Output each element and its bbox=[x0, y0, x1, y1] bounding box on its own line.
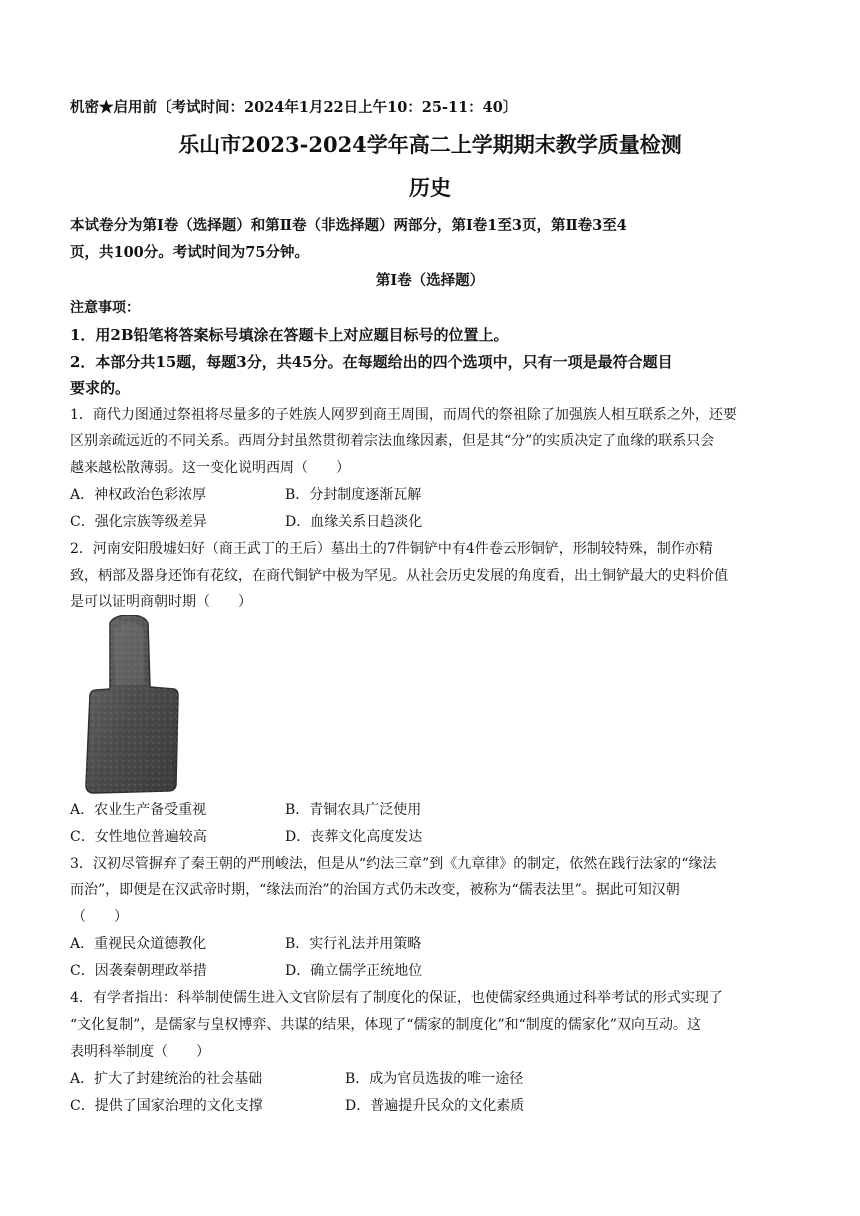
notice-item-1: 1．用2B铅笔将答案标号填涂在答题卡上对应题目标号的位置上。 bbox=[70, 326, 509, 344]
q1-line-1: 1．商代力图通过祭祖将尽量多的子姓族人网罗到商王周围，而周代的祭祖除了加强族人相互联系之外，还要 bbox=[70, 407, 737, 423]
q1-option-a: A．神权政治色彩浓厚 bbox=[70, 487, 207, 503]
notice-heading: 注意事项： bbox=[70, 300, 140, 316]
q2-line-3: 是可以证明商朝时期（ ） bbox=[70, 594, 252, 610]
q4-line-3: 表明科举制度（ ） bbox=[70, 1044, 210, 1060]
exam-header: 机密★启用前〔考试时间：2024年1月22日上午10：25-11：40〕 bbox=[70, 99, 518, 116]
q4-option-b: B．成为官员选拔的唯一途径 bbox=[345, 1071, 524, 1087]
q3-option-a: A．重视民众道德教化 bbox=[70, 936, 207, 952]
q3-line-1: 3．汉初尽管摒弃了秦王朝的严刑峻法，但是从“约法三章”到《九章律》的制定，依然在践行法家的“缘法 bbox=[70, 856, 717, 872]
q4-line-2: “文化复制”，是儒家与皇权博弈、共谋的结果，体现了“儒家的制度化”和“制度的儒家化”双向互动。这 bbox=[70, 1017, 701, 1033]
q3-line-2: 而治”，即便是在汉武帝时期，“缘法而治”的治国方式仍未改变，被称为“儒表法里”。据此可知汉朝 bbox=[70, 882, 680, 898]
q3-option-b: B．实行礼法并用策略 bbox=[285, 936, 422, 952]
q3-option-d: D．确立儒学正统地位 bbox=[285, 963, 423, 979]
q4-option-d: D．普遍提升民众的文化素质 bbox=[345, 1098, 525, 1114]
q1-line-3: 越来越松散薄弱。这一变化说明西周（ ） bbox=[70, 460, 350, 476]
q2-line-2: 致，柄部及器身还饰有花纹，在商代铜铲中极为罕见。从社会历史发展的角度看，出土铜铲最大的史料价值 bbox=[70, 568, 728, 584]
exam-title: 乐山市2023-2024学年高二上学期期末教学质量检测 bbox=[178, 132, 682, 157]
q2-line-1: 2．河南安阳殷墟妇好（商王武丁的王后）墓出土的7件铜铲中有4件卷云形铜铲，形制较特殊，制作亦精 bbox=[70, 541, 713, 557]
q2-option-c: C．女性地位普遍较高 bbox=[70, 829, 207, 845]
bronze-shovel-image bbox=[80, 615, 180, 795]
q2-option-a: A．农业生产备受重视 bbox=[70, 802, 207, 818]
notice-item-3: 要求的。 bbox=[70, 379, 131, 397]
q1-option-b: B．分封制度逐渐瓦解 bbox=[285, 487, 422, 503]
q3-line-3: （ ） bbox=[72, 909, 128, 925]
q2-option-d: D．丧葬文化高度发达 bbox=[285, 829, 423, 845]
q1-option-d: D．血缘关系日趋淡化 bbox=[285, 514, 423, 530]
subject-title: 历史 bbox=[409, 175, 451, 200]
q1-line-2: 区别亲疏远近的不同关系。西周分封虽然贯彻着宗法血缘因素，但是其“分”的实质决定了血缘的联系只会 bbox=[70, 433, 715, 449]
intro-line-1: 本试卷分为第Ⅰ卷（选择题）和第Ⅱ卷（非选择题）两部分，第Ⅰ卷1至3页，第Ⅱ卷3至4 bbox=[70, 217, 627, 234]
q4-option-c: C．提供了国家治理的文化支撑 bbox=[70, 1098, 263, 1114]
notice-item-2: 2．本部分共15题，每题3分，共45分。在每题给出的四个选项中，只有一项是最符合题目 bbox=[70, 353, 673, 371]
q4-line-1: 4．有学者指出：科举制使儒生进入文官阶层有了制度化的保证，也使儒家经典通过科举考试的形式实现了 bbox=[70, 990, 723, 1006]
section-title: 第Ⅰ卷（选择题） bbox=[375, 272, 485, 289]
q2-option-b: B．青铜农具广泛使用 bbox=[285, 802, 422, 818]
intro-line-2: 页，共100分。考试时间为75分钟。 bbox=[70, 244, 309, 261]
q1-option-c: C．强化宗族等级差异 bbox=[70, 514, 207, 530]
q4-option-a: A．扩大了封建统治的社会基础 bbox=[70, 1071, 263, 1087]
q3-option-c: C．因袭秦朝理政举措 bbox=[70, 963, 207, 979]
